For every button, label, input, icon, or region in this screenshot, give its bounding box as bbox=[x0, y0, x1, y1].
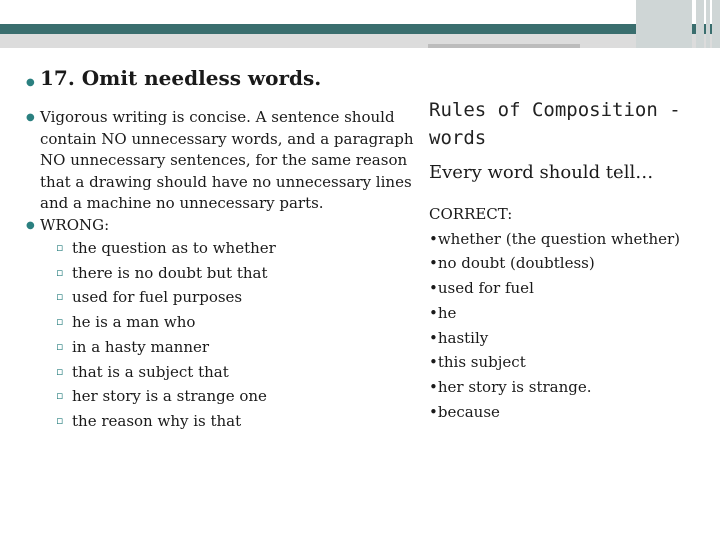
heading-row bbox=[26, 64, 421, 95]
wrong-item-text: there is no doubt but that bbox=[72, 263, 268, 282]
square-bullet-icon: ▫ bbox=[56, 265, 64, 279]
rule-paragraph: Vigorous writing is concise. A sentence should contain NO unnecessary words, and a paragraph NO unnecessary sentences, for the same reason that a drawing should have no unnecessary lines and a machine no unnecessary parts. bbox=[40, 108, 414, 212]
header-decoration bbox=[636, 0, 720, 48]
list-item bbox=[26, 409, 421, 434]
correct-item: •used for fuel bbox=[429, 279, 534, 298]
list-item bbox=[26, 310, 421, 335]
main-content bbox=[26, 64, 421, 434]
list-item bbox=[26, 335, 421, 360]
square-bullet-icon: ▫ bbox=[56, 413, 64, 427]
correct-item: •because bbox=[429, 402, 500, 421]
sidebar-title: Rules of Composition - words bbox=[429, 99, 681, 149]
correct-item: •her story is strange. bbox=[429, 377, 592, 396]
wrong-label-row bbox=[26, 215, 421, 237]
list-item bbox=[26, 261, 421, 286]
wrong-list bbox=[26, 236, 421, 434]
wrong-item-text: that is a subject that bbox=[72, 362, 229, 381]
sidebar bbox=[429, 96, 714, 424]
wrong-item-text: he is a man who bbox=[72, 313, 196, 332]
correct-item: •this subject bbox=[429, 353, 526, 372]
wrong-item-text: in a hasty manner bbox=[72, 337, 210, 356]
paragraph-row bbox=[26, 107, 421, 215]
correct-item: •he bbox=[429, 303, 457, 322]
square-bullet-icon: ▫ bbox=[56, 339, 64, 353]
header-band bbox=[0, 34, 720, 48]
square-bullet-icon: ▫ bbox=[56, 315, 64, 329]
correct-item: •whether (the question whether) bbox=[429, 229, 681, 248]
square-bullet-icon: ▫ bbox=[56, 389, 64, 403]
wrong-item-text: the question as to whether bbox=[72, 239, 276, 257]
correct-item: •no doubt (doubtless) bbox=[429, 254, 595, 273]
square-bullet-icon: ▫ bbox=[56, 241, 64, 254]
bullet-dot-icon: ● bbox=[26, 112, 35, 123]
correct-item: •hastily bbox=[429, 328, 489, 347]
bullet-dot-icon: ● bbox=[26, 219, 35, 231]
sidebar-subtitle: Every word should tell… bbox=[429, 162, 654, 183]
bullet-dot-icon: ● bbox=[26, 77, 35, 88]
list-item bbox=[26, 236, 421, 261]
rule-heading: 17. Omit needless words. bbox=[40, 66, 322, 90]
header-bar bbox=[0, 24, 720, 34]
correct-label: CORRECT: bbox=[429, 205, 513, 223]
wrong-item-text: the reason why is that bbox=[72, 411, 242, 430]
square-bullet-icon: ▫ bbox=[56, 364, 64, 378]
list-item bbox=[26, 285, 421, 310]
list-item bbox=[26, 360, 421, 385]
list-item bbox=[26, 384, 421, 409]
square-bullet-icon: ▫ bbox=[56, 290, 64, 304]
wrong-item-text: her story is a strange one bbox=[72, 387, 267, 406]
header-accent-bar bbox=[428, 44, 580, 48]
wrong-label: WRONG: bbox=[40, 215, 110, 234]
wrong-item-text: used for fuel purposes bbox=[72, 288, 243, 307]
